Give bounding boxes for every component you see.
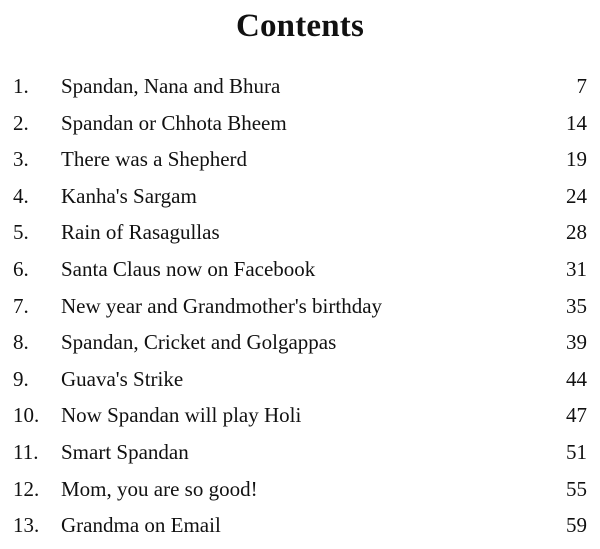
chapter-number: 6. — [13, 256, 29, 281]
page-number: 39 — [566, 330, 587, 355]
chapter-title: Spandan or Chhota Bheem — [61, 110, 287, 135]
chapter-number: 2. — [13, 110, 29, 135]
chapter-number: 1. — [13, 74, 29, 98]
chapter-number: 3. — [13, 147, 29, 172]
chapter-number: 12. — [13, 476, 40, 501]
chapter-number: 5. — [13, 220, 29, 245]
toc-entry[interactable] — [0, 141, 600, 178]
chapter-title: Smart Spandan — [61, 439, 189, 464]
page-number: 47 — [566, 403, 587, 428]
chapter-title: Santa Claus now on Facebook — [61, 256, 316, 281]
table-of-contents — [0, 68, 600, 544]
chapter-title: Grandma on Email — [61, 513, 221, 538]
page-number: 59 — [566, 513, 587, 538]
toc-entry[interactable] — [0, 68, 600, 105]
toc-entry[interactable] — [0, 324, 600, 361]
chapter-title: Spandan, Cricket and Golgappas — [61, 330, 337, 355]
toc-entry[interactable] — [0, 507, 600, 544]
chapter-number: 9. — [13, 366, 29, 391]
chapter-number: 4. — [13, 183, 29, 208]
page-number: 24 — [566, 183, 587, 208]
chapter-number: 13. — [13, 513, 40, 538]
chapter-title: Guava's Strike — [61, 366, 184, 391]
page-number: 35 — [566, 293, 587, 318]
chapter-title: Kanha's Sargam — [61, 183, 197, 208]
chapter-number: 11. — [13, 439, 39, 464]
chapter-title: New year and Grandmother's birthday — [61, 293, 383, 318]
toc-entry[interactable] — [0, 178, 600, 215]
page-number: 14 — [566, 110, 587, 135]
chapter-number: 7. — [13, 293, 29, 318]
chapter-title: Now Spandan will play Holi — [61, 403, 302, 428]
toc-entry[interactable] — [0, 288, 600, 325]
page-title: Contents — [235, 8, 365, 44]
page-number: 31 — [566, 256, 587, 281]
toc-entry[interactable] — [0, 471, 600, 508]
page-number: 28 — [566, 220, 587, 245]
chapter-number: 10. — [13, 403, 40, 428]
toc-entry[interactable] — [0, 434, 600, 471]
toc-entry[interactable] — [0, 361, 600, 398]
page-number: 51 — [566, 439, 587, 464]
chapter-title: There was a Shepherd — [61, 147, 248, 172]
chapter-title: Rain of Rasagullas — [61, 220, 220, 245]
toc-entry[interactable] — [0, 397, 600, 434]
toc-entry[interactable] — [0, 251, 600, 288]
page-number: 44 — [566, 366, 587, 391]
page-number: 19 — [566, 147, 587, 172]
chapter-title: Mom, you are so good! — [61, 476, 258, 501]
chapter-title: Spandan, Nana and Bhura — [61, 74, 281, 98]
toc-entry[interactable] — [0, 214, 600, 251]
toc-entry[interactable] — [0, 105, 600, 142]
page-number: 7 — [576, 74, 587, 98]
chapter-number: 8. — [13, 330, 29, 355]
page-number: 55 — [566, 476, 587, 501]
